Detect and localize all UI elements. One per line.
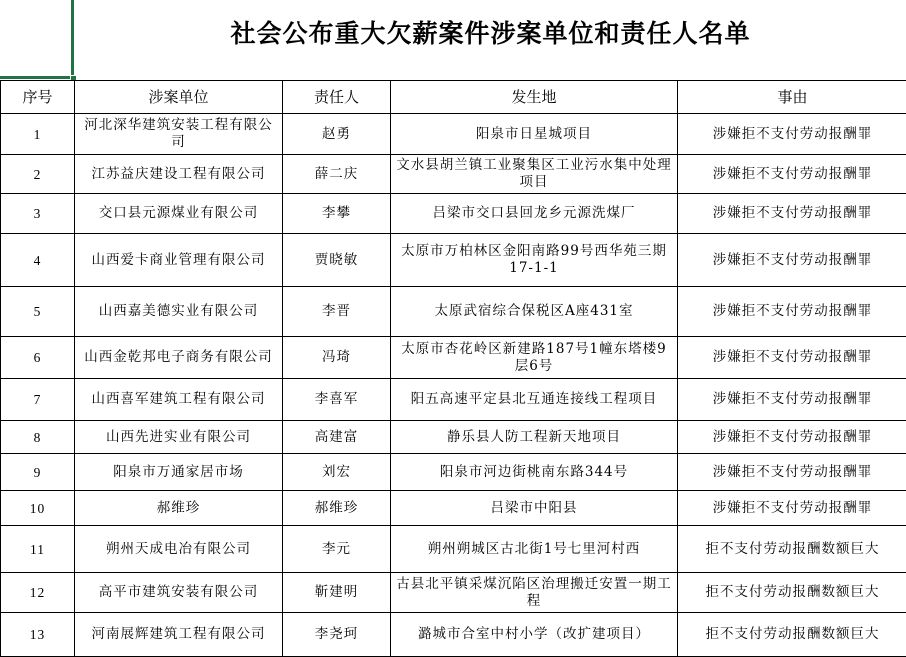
cell-index[interactable]: 10 (1, 491, 75, 526)
cell-company[interactable]: 高平市建筑安装有限公司 (75, 573, 283, 613)
cell-reason[interactable]: 涉嫌拒不支付劳动报酬罪 (678, 421, 906, 454)
table-row (1, 491, 906, 526)
cell-company[interactable]: 山西爱卡商业管理有限公司 (75, 234, 283, 287)
cell-reason[interactable]: 涉嫌拒不支付劳动报酬罪 (678, 194, 906, 234)
cell-company[interactable]: 阳泉市万通家居市场 (75, 454, 283, 491)
title-cell[interactable] (0, 0, 906, 80)
cell-person[interactable]: 李尧珂 (283, 613, 391, 657)
cell-index[interactable]: 4 (1, 234, 75, 287)
cell-person[interactable]: 李攀 (283, 194, 391, 234)
cell-company[interactable]: 山西嘉美德实业有限公司 (75, 287, 283, 337)
header-row (1, 81, 906, 114)
table-row (1, 194, 906, 234)
table-row (1, 526, 906, 573)
cell-selection-border (71, 0, 74, 78)
table-row (1, 421, 906, 454)
cell-person[interactable]: 刘宏 (283, 454, 391, 491)
cell-reason[interactable]: 拒不支付劳动报酬数额巨大 (678, 526, 906, 573)
cell-index[interactable]: 1 (1, 114, 75, 155)
page-title: 社会公布重大欠薪案件涉案单位和责任人名单 (75, 14, 906, 50)
cell-company[interactable]: 交口县元源煤业有限公司 (75, 194, 283, 234)
cell-reason[interactable]: 涉嫌拒不支付劳动报酬罪 (678, 287, 906, 337)
table-row (1, 287, 906, 337)
cell-person[interactable]: 郝维珍 (283, 491, 391, 526)
cell-person[interactable]: 赵勇 (283, 114, 391, 155)
cell-location[interactable]: 阳五高速平定县北互通连接线工程项目 (391, 379, 678, 421)
cell-selection-border (0, 76, 74, 79)
header-reason[interactable]: 事由 (678, 81, 906, 114)
cell-company[interactable]: 河北深华建筑安装工程有限公司 (75, 114, 283, 155)
cell-reason[interactable]: 涉嫌拒不支付劳动报酬罪 (678, 234, 906, 287)
header-index[interactable]: 序号 (1, 81, 75, 114)
cell-location[interactable]: 吕梁市中阳县 (391, 491, 678, 526)
cell-company[interactable]: 河南展辉建筑工程有限公司 (75, 613, 283, 657)
table-row (1, 337, 906, 379)
cell-person[interactable]: 贾晓敏 (283, 234, 391, 287)
cell-reason[interactable]: 涉嫌拒不支付劳动报酬罪 (678, 454, 906, 491)
cell-person[interactable]: 李晋 (283, 287, 391, 337)
cell-company[interactable]: 朔州天成电冶有限公司 (75, 526, 283, 573)
cell-index[interactable]: 5 (1, 287, 75, 337)
cell-index[interactable]: 11 (1, 526, 75, 573)
table-row (1, 573, 906, 613)
cell-location[interactable]: 太原市万柏林区金阳南路99号西华苑三期17-1-1 (391, 234, 678, 287)
cell-location[interactable]: 太原市杏花岭区新建路187号1幢东塔楼9层6号 (391, 337, 678, 379)
cell-index[interactable]: 6 (1, 337, 75, 379)
table-row (1, 114, 906, 155)
cell-location[interactable]: 太原武宿综合保税区A座431室 (391, 287, 678, 337)
cell-person[interactable]: 高建富 (283, 421, 391, 454)
cell-index[interactable]: 12 (1, 573, 75, 613)
header-company[interactable]: 涉案单位 (75, 81, 283, 114)
cell-person[interactable]: 薛二庆 (283, 155, 391, 194)
cell-index[interactable]: 3 (1, 194, 75, 234)
cell-company[interactable]: 山西先进实业有限公司 (75, 421, 283, 454)
cell-location[interactable]: 静乐县人防工程新天地项目 (391, 421, 678, 454)
cell-index[interactable]: 8 (1, 421, 75, 454)
cell-company[interactable]: 山西喜军建筑工程有限公司 (75, 379, 283, 421)
cell-person[interactable]: 靳建明 (283, 573, 391, 613)
table-row (1, 613, 906, 657)
cell-location[interactable]: 文水县胡兰镇工业聚集区工业污水集中处理项目 (391, 155, 678, 194)
cell-person[interactable]: 冯琦 (283, 337, 391, 379)
cell-reason[interactable]: 涉嫌拒不支付劳动报酬罪 (678, 379, 906, 421)
case-table (0, 80, 906, 657)
cell-location[interactable]: 吕梁市交口县回龙乡元源洗煤厂 (391, 194, 678, 234)
cell-location[interactable]: 阳泉市日星城项目 (391, 114, 678, 155)
cell-index[interactable]: 7 (1, 379, 75, 421)
cell-reason[interactable]: 涉嫌拒不支付劳动报酬罪 (678, 337, 906, 379)
header-person[interactable]: 责任人 (283, 81, 391, 114)
cell-person[interactable]: 李喜军 (283, 379, 391, 421)
table-row (1, 234, 906, 287)
cell-company[interactable]: 山西金乾邦电子商务有限公司 (75, 337, 283, 379)
cell-reason[interactable]: 涉嫌拒不支付劳动报酬罪 (678, 155, 906, 194)
cell-location[interactable]: 朔州朔城区古北街1号七里河村西 (391, 526, 678, 573)
cell-company[interactable]: 郝维珍 (75, 491, 283, 526)
cell-reason[interactable]: 涉嫌拒不支付劳动报酬罪 (678, 491, 906, 526)
cell-company[interactable]: 江苏益庆建设工程有限公司 (75, 155, 283, 194)
cell-location[interactable]: 古县北平镇采煤沉陷区治理搬迁安置一期工程 (391, 573, 678, 613)
cell-reason[interactable]: 涉嫌拒不支付劳动报酬罪 (678, 114, 906, 155)
cell-reason[interactable]: 拒不支付劳动报酬数额巨大 (678, 613, 906, 657)
cell-index[interactable]: 9 (1, 454, 75, 491)
cell-location[interactable]: 潞城市合室中村小学（改扩建项目） (391, 613, 678, 657)
cell-index[interactable]: 2 (1, 155, 75, 194)
cell-person[interactable]: 李元 (283, 526, 391, 573)
header-location[interactable]: 发生地 (391, 81, 678, 114)
cell-location[interactable]: 阳泉市河边街桃南东路344号 (391, 454, 678, 491)
cell-reason[interactable]: 拒不支付劳动报酬数额巨大 (678, 573, 906, 613)
table-row (1, 155, 906, 194)
table-row (1, 379, 906, 421)
table-row (1, 454, 906, 491)
cell-index[interactable]: 13 (1, 613, 75, 657)
